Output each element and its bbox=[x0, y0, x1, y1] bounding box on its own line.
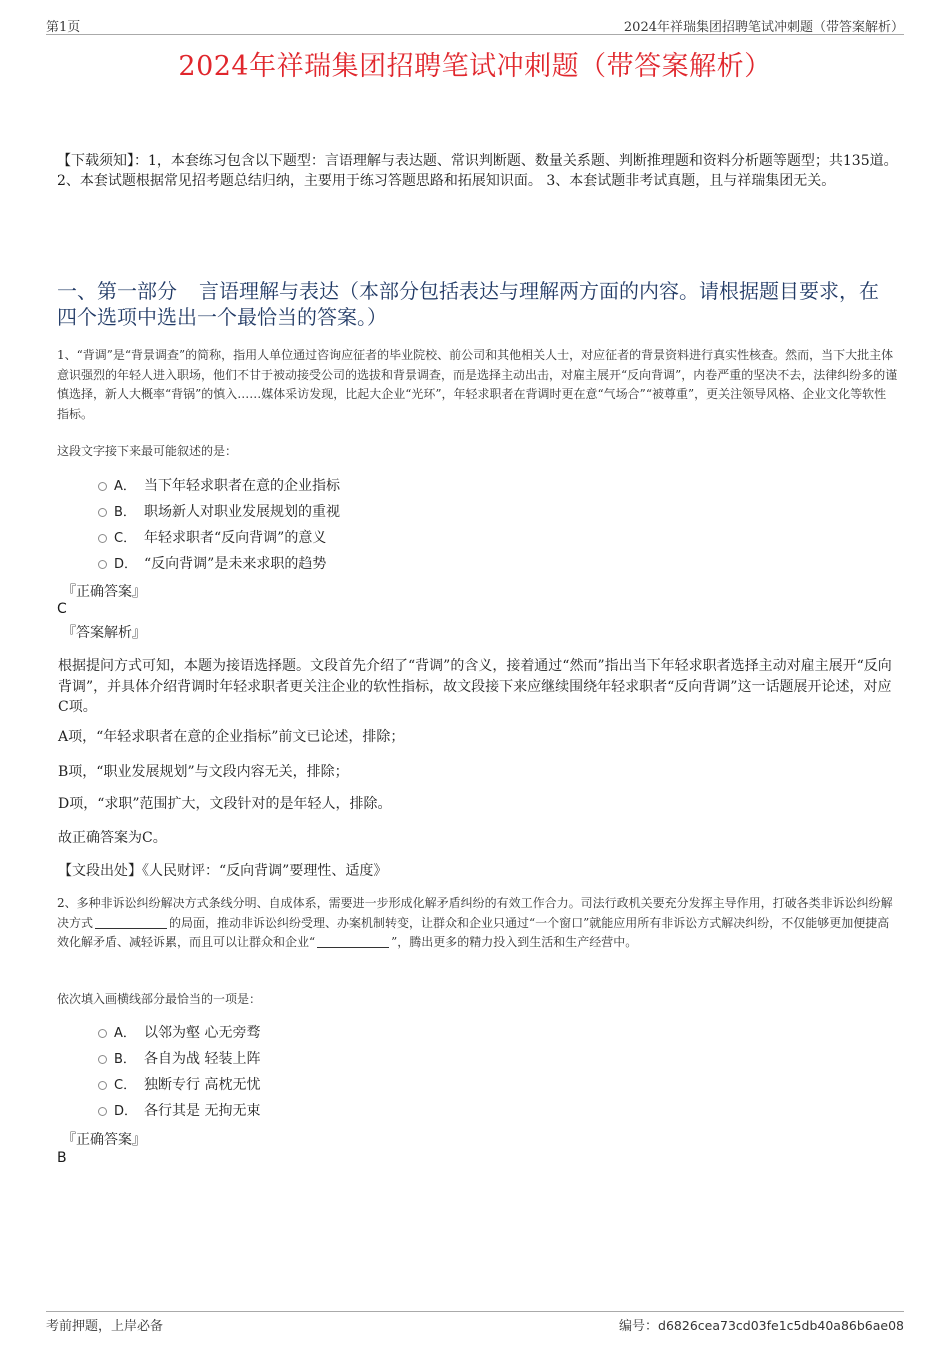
question-1-text: 1、“背调”是“背景调查”的简称，指用人单位通过咨询应征者的毕业院校、前公司和其他相关人士，对应征者的背景资料进行真实性核查。然而，当下大批主体意识强烈的年轻人进入职场，他们不甘于被动接受公司的选拔和背景调查，而是选择主动出击，对雇主展开“反向背调”，内卷严重的坚决不去，法律纠纷多的谨慎选择，新人大概率“背锅”的慎入……媒体采访发现，比起大企业“光环”，年轻求职者在背调时更在意“气场合”“被尊重”，更关注领导风格、企业文化等软性指标。 bbox=[57, 348, 898, 421]
option-a[interactable]: A． 以邻为壑 心无旁骛 bbox=[98, 1020, 260, 1046]
analysis-conclusion: 故正确答案为C。 bbox=[58, 830, 167, 846]
option-b[interactable]: B． 职场新人对职业发展规划的重视 bbox=[98, 499, 340, 525]
footer-slogan: 考前押题，上岸必备 bbox=[46, 1319, 164, 1334]
radio-icon[interactable] bbox=[98, 560, 107, 569]
fill-blank-2 bbox=[317, 935, 389, 948]
question-2-text: 2、多种非诉讼纠纷解决方式条线分明、自成体系，需要进一步形成化解矛盾纠纷的有效工作合力。司法行政机关要充分发挥主导作用，打破各类非诉讼纠纷解决方式 的局面，推动非诉讼纠纷受理、办案机制转变，让群众和企业只通过“一个窗口”就能应用所有非诉讼方式解决纠纷，不仅能够更加便捷高效化解矛盾、减轻诉累，而且可以让群众和企业“ ”，腾出更多的精力投入到生活和生产经营中。 bbox=[57, 896, 893, 949]
document-title: 2024年祥瑞集团招聘笔试冲刺题（带答案解析） bbox=[178, 51, 772, 82]
header-doc-title: 2024年祥瑞集团招聘笔试冲刺题（带答案解析） bbox=[623, 20, 904, 35]
page-footer bbox=[46, 1311, 904, 1334]
analysis-label: 『答案解析』 bbox=[62, 625, 146, 641]
section-heading bbox=[57, 278, 898, 330]
analysis-line-b: B项，“职业发展规划”与文段内容无关，排除； bbox=[58, 764, 349, 780]
page-number: 第1页 bbox=[46, 20, 81, 35]
radio-icon[interactable] bbox=[98, 482, 107, 491]
question-1-stem: 这段文字接下来最可能叙述的是： bbox=[57, 444, 238, 458]
analysis-text: 根据提问方式可知，本题为接语选择题。文段首先介绍了“背调”的含义，接着通过“然而”指出当下年轻求职者选择主动对雇主展开“反向背调”，并具体介绍背调时年轻求职者更关注企业的软性指标，故文段接下来应继续围绕年轻求职者“反向背调”这一话题展开论述，对应C项。 bbox=[58, 658, 892, 715]
analysis-line-a: A项，“年轻求职者在意的企业指标”前文已论述，排除； bbox=[58, 729, 405, 745]
radio-icon[interactable] bbox=[98, 534, 107, 543]
page-header bbox=[46, 14, 904, 35]
option-d[interactable]: D． 各行其是 无拘无束 bbox=[98, 1098, 260, 1124]
radio-icon[interactable] bbox=[98, 1029, 107, 1038]
radio-icon[interactable] bbox=[98, 508, 107, 517]
answer-label: 『正确答案』 bbox=[62, 584, 146, 600]
fill-blank-1 bbox=[95, 916, 167, 929]
section-part: 一、第一部分 bbox=[57, 279, 177, 303]
option-d[interactable]: D． “反向背调”是未来求职的趋势 bbox=[98, 551, 340, 577]
option-c[interactable]: C． 独断专行 高枕无忧 bbox=[98, 1072, 260, 1098]
option-a[interactable]: A． 当下年轻求职者在意的企业指标 bbox=[98, 473, 340, 499]
option-c[interactable]: C． 年轻求职者“反向背调”的意义 bbox=[98, 525, 340, 551]
radio-icon[interactable] bbox=[98, 1081, 107, 1090]
question-2-options bbox=[98, 1020, 260, 1124]
section-description: 言语理解与表达（本部分包括表达与理解两方面的内容。请根据题目要求，在四个选项中选出一个最恰当的答案。） bbox=[57, 279, 879, 329]
answer-label: 『正确答案』 bbox=[62, 1132, 146, 1148]
analysis-line-d: D项，“求职”范围扩大，文段针对的是年轻人，排除。 bbox=[58, 796, 392, 812]
question-2-stem: 依次填入画横线部分最恰当的一项是： bbox=[57, 992, 262, 1006]
option-b[interactable]: B． 各自为战 轻装上阵 bbox=[98, 1046, 260, 1072]
answer-value: B bbox=[57, 1150, 67, 1166]
radio-icon[interactable] bbox=[98, 1107, 107, 1116]
analysis-source: 【文段出处】《人民财评：“反向背调”要理性、适度》 bbox=[58, 863, 388, 879]
answer-value: C bbox=[57, 601, 67, 617]
radio-icon[interactable] bbox=[98, 1055, 107, 1064]
download-notice: 【下载须知】：1，本套练习包含以下题型：言语理解与表达题、常识判断题、数量关系题、判断推理题和资料分析题等题型；共135道。 2、本套试题根据常见招考题总结归纳，主要用于练习答题思路和拓展知识面。 3、本套试题非考试真题，且与祥瑞集团无关。 bbox=[57, 153, 898, 189]
question-1-options bbox=[98, 473, 340, 577]
document-code: 编号：d6826cea73cd03fe1c5db40a86b6ae08 bbox=[619, 1318, 904, 1334]
